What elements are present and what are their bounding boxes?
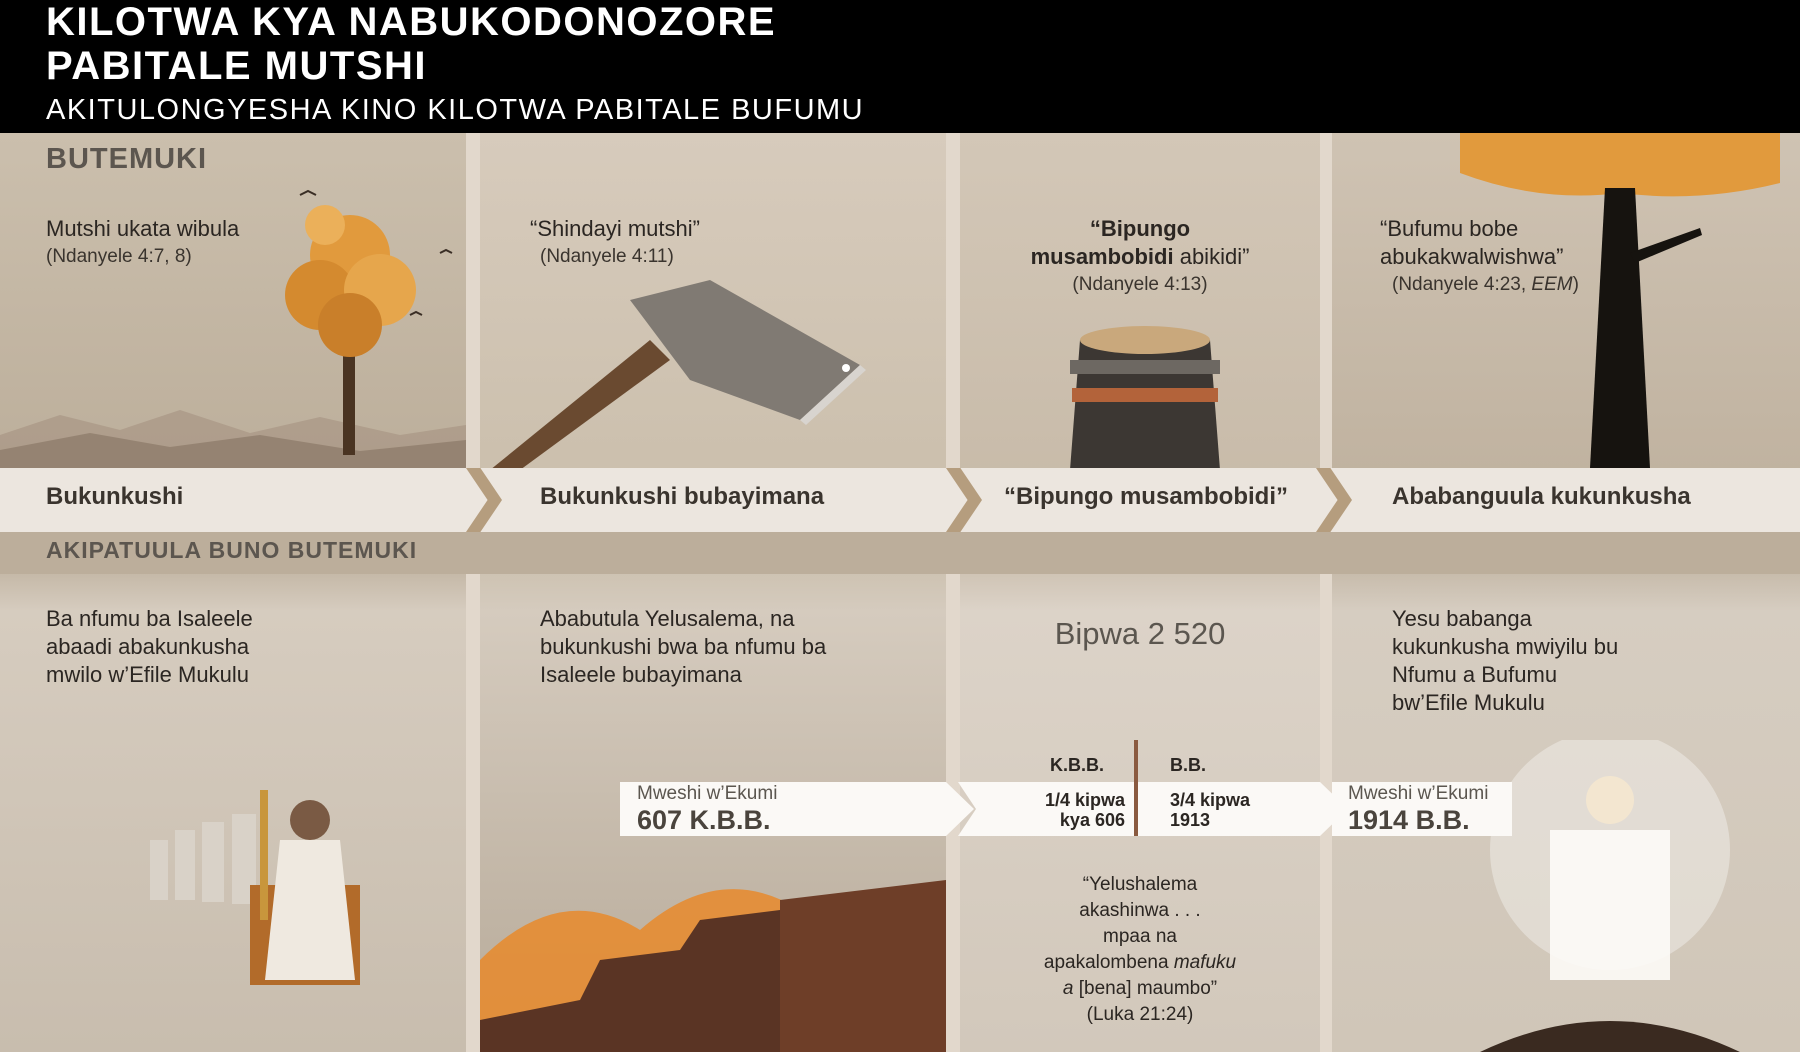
panel-2-caption-text: “Shindayi mutshi” — [530, 216, 700, 241]
stage-3-label: “Bipungo musambobidi” — [1004, 483, 1288, 510]
stage-2-label: Bukunkushi bubayimana — [540, 483, 825, 510]
quote-reference: (Luka 21:24) — [1086, 1004, 1194, 1025]
timeline-ce-header: B.B. — [1170, 755, 1206, 775]
panel-4-reference-em: EEM — [1531, 274, 1573, 295]
panel-1-caption — [46, 215, 346, 271]
timeline-epoch-divider — [1134, 740, 1138, 836]
panel-3-fulfillment: Bipwa 2 520 — [1054, 616, 1226, 651]
timeline-left-month: Mweshi w’Ekumi — [637, 783, 778, 804]
panel-1-caption-text: Mutshi ukata wibula — [46, 216, 240, 241]
luke-quote — [990, 872, 1290, 1028]
large-tree-illustration — [1440, 133, 1800, 468]
panel-3-reference: (Ndanyele 4:13) — [1072, 274, 1208, 295]
stage-4-label: Ababanguula kukunkusha — [1392, 483, 1691, 510]
quote-text-2: [bena] maumbo” — [1073, 978, 1218, 999]
panel-3-caption-rest: abikidi” — [1173, 244, 1250, 269]
quote-em-1: mafuku — [1173, 952, 1237, 973]
stage-1-label: Bukunkushi — [46, 483, 184, 510]
quote-em-2: a — [1062, 978, 1074, 999]
panel-3-caption-bold: “Bipungo musambobidi — [1030, 216, 1191, 269]
timeline-right-month: Mweshi w’Ekumi — [1348, 783, 1489, 804]
city-fire-illustration — [480, 840, 946, 1052]
timeline-left-year: 607 K.B.B. — [637, 805, 771, 835]
section-label-prophecy: BUTEMUKI — [46, 143, 208, 175]
panel-4-caption-text: “Bufumu bobe abukakwalwishwa” — [1380, 216, 1564, 269]
timeline-right-tick: 3/4 kipwa 1913 — [1170, 790, 1251, 830]
kings-illustration — [130, 780, 430, 990]
panel-2-fulfillment: Ababutula Yelusalema, na bukunkushi bwa ba nfumu ba Isaleele bubayimana — [540, 606, 827, 687]
panel-1-reference: (Ndanyele 4:7, 8) — [46, 246, 192, 267]
header-bar — [0, 0, 1800, 133]
panel-2-reference: (Ndanyele 4:11) — [540, 246, 674, 267]
panel-3-caption — [990, 215, 1290, 299]
enthroned-king-illustration — [1480, 740, 1740, 1052]
axe-illustration — [480, 270, 880, 470]
panel-4-reference-post: ) — [1572, 274, 1579, 295]
panel-1-fulfillment: Ba nfumu ba Isaleele abaadi abakunkusha mwilo w’Efile Mukulu — [46, 606, 253, 687]
panel-4-fulfillment: Yesu babanga kukunkusha mwiyilu bu Nfumu a Bufumu bw’Efile Mukulu — [1392, 606, 1619, 715]
timeline-left-tick: 1/4 kipwa kya 606 — [1044, 790, 1125, 830]
timeline-right-year: 1914 B.B. — [1348, 805, 1470, 835]
column-divider — [946, 133, 960, 1052]
subtitle: AKITULONGYESHA KINO KILOTWA PABITALE BUFUMU — [46, 94, 865, 126]
column-divider — [1320, 133, 1332, 1052]
timeline-bce-header: K.B.B. — [1050, 755, 1104, 775]
panel-4-reference-pre: (Ndanyele 4:23, — [1392, 274, 1532, 295]
quote-text-1: “Yelushalema akashinwa . . . mpaa na apakalombena — [1043, 874, 1201, 973]
panel-2-caption — [530, 215, 830, 271]
stump-illustration — [1050, 310, 1240, 470]
main-title: KILOTWA KYA NABUKODONOZORE PABITALE MUTSHI — [46, 0, 777, 88]
panel-4-caption — [1380, 215, 1680, 299]
section-label-fulfillment: AKIPATUULA BUNO BUTEMUKI — [46, 537, 418, 563]
